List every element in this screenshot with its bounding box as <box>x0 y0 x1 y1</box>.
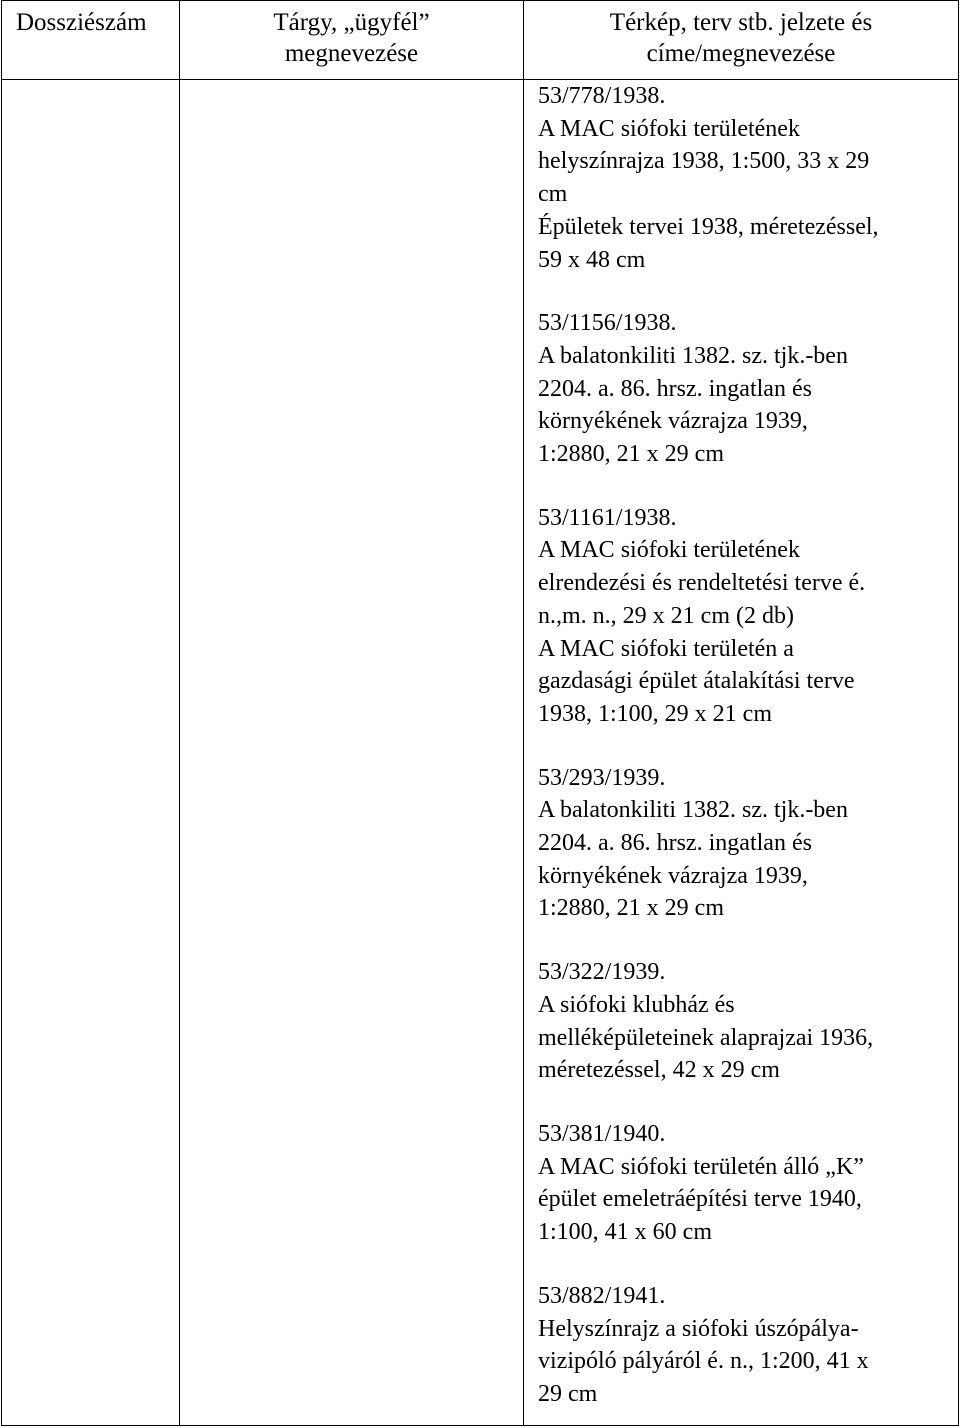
map-entry <box>538 80 948 276</box>
entry-description-line: A MAC siófoki területének <box>538 115 800 142</box>
entry-description-line: A balatonkiliti 1382. sz. tjk.-ben <box>538 797 848 824</box>
map-entry <box>538 762 948 926</box>
entry-description-line: elrendezési és rendeltetési terve é. <box>538 570 866 597</box>
entry-description-line: 1:100, 41 x 60 cm <box>538 1219 712 1246</box>
entries-list <box>538 80 948 1411</box>
entry-reference-number: 53/882/1941. <box>538 1282 666 1309</box>
entry-description-line: vizipóló pályáról é. n., 1:200, 41 x <box>538 1348 869 1375</box>
entry-description-line: méretezéssel, 42 x 29 cm <box>538 1057 780 1084</box>
entry-description-line: 29 cm <box>538 1380 598 1407</box>
entry-description-line: A MAC siófoki területén a <box>538 635 794 662</box>
entry-description-line: környékének vázrajza 1939, <box>538 408 808 435</box>
entry-description-line: 2204. a. 86. hrsz. ingatlan és <box>538 375 812 402</box>
entry-description-line: környékének vázrajza 1939, <box>538 862 808 889</box>
map-entry <box>538 307 948 471</box>
entry-description-line: A siófoki klubház és <box>538 991 735 1018</box>
entry-description-line: A MAC siófoki területén álló „K” <box>538 1153 864 1180</box>
table-header <box>2 1 959 80</box>
header-row <box>2 1 959 80</box>
entry-reference-number: 53/778/1938. <box>538 83 666 109</box>
entry-description-line: melléképületeinek alaprajzai 1936, <box>538 1024 874 1051</box>
header-dossier-number: Dossziészám <box>2 1 180 80</box>
entry-description-line: helyszínrajza 1938, 1:500, 33 x 29 <box>538 148 870 175</box>
map-entry <box>538 1280 948 1411</box>
entry-description-line: gazdasági épület átalakítási terve <box>538 668 855 695</box>
entry-description-line: A MAC siófoki területének <box>538 537 800 564</box>
entry-reference-number: 53/1161/1938. <box>538 504 677 531</box>
entry-description-line: 2204. a. 86. hrsz. ingatlan és <box>538 830 812 857</box>
map-entry <box>538 1118 948 1249</box>
entry-description-line: Helyszínrajz a siófoki úszópálya- <box>538 1315 859 1342</box>
dossier-number-cell <box>2 80 180 1426</box>
subject-client-cell <box>180 80 524 1426</box>
entry-description-line: épület emeletráépítési terve 1940, <box>538 1186 862 1213</box>
entry-description-line: A balatonkiliti 1382. sz. tjk.-ben <box>538 342 848 369</box>
header-subject-client: Tárgy, „ügyfél” megnevezése <box>180 1 524 80</box>
entry-reference-number: 53/1156/1938. <box>538 310 677 337</box>
map-plan-entries-cell <box>524 80 959 1426</box>
entry-description-line: 1938, 1:100, 29 x 21 cm <box>538 700 772 727</box>
map-entry <box>538 956 948 1087</box>
entry-description-line: 1:2880, 21 x 29 cm <box>538 441 724 468</box>
entry-description-line: n.,m. n., 29 x 21 cm (2 db) <box>538 602 794 629</box>
entry-reference-number: 53/381/1940. <box>538 1120 666 1147</box>
entry-description-line: 59 x 48 cm <box>538 246 646 273</box>
entry-reference-number: 53/293/1939. <box>538 764 666 791</box>
map-entry <box>538 502 948 731</box>
header-map-plan-reference: Térkép, terv stb. jelzete és címe/megnevezése <box>524 1 959 80</box>
archive-register-table <box>1 0 959 1426</box>
table-body <box>2 80 959 1426</box>
entry-description-line: cm <box>538 181 568 208</box>
entry-description-line: Épületek tervei 1938, méretezéssel, <box>538 213 879 240</box>
entry-description-line: 1:2880, 21 x 29 cm <box>538 895 724 922</box>
entry-reference-number: 53/322/1939. <box>538 959 666 986</box>
table-row <box>2 80 959 1426</box>
